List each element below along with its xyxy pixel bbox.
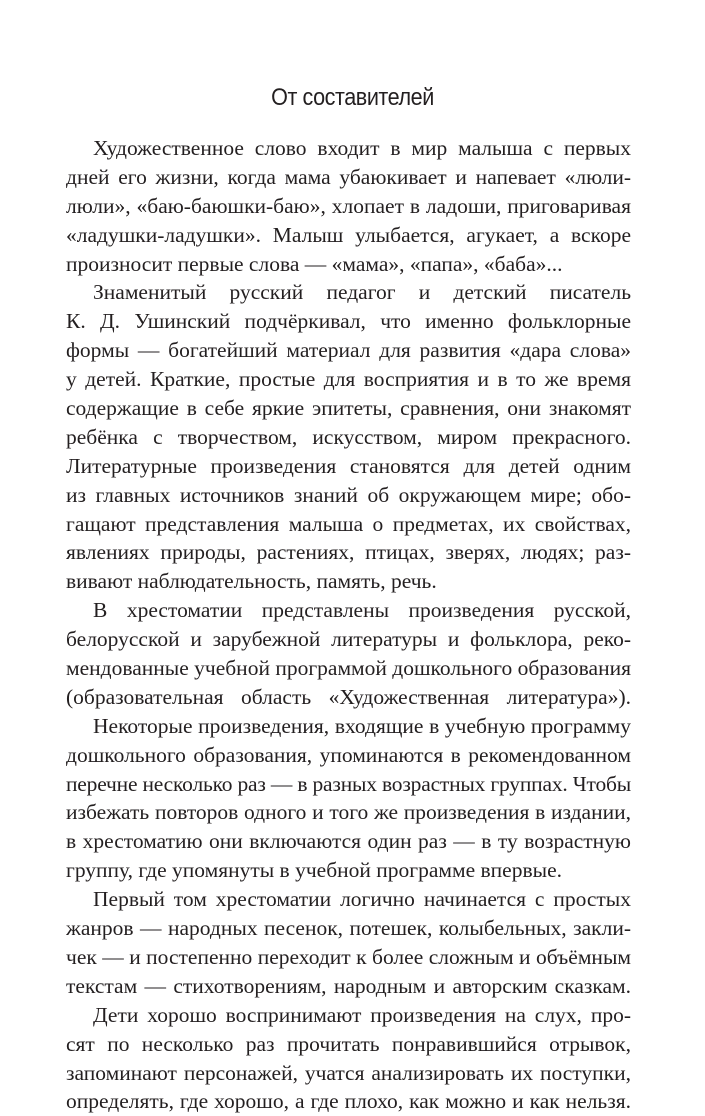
text-line: белорусской и зарубежной литературы и фольклора, реко- — [66, 627, 631, 652]
text-line: чек — и постепенно переходит к более сложным и объёмным — [66, 944, 631, 969]
text-line: люли», «баю-баюшки-баю», хлопает в ладоши, приговаривая — [66, 193, 631, 218]
paragraph-first-line: В хрестоматии представлены произведения русской, — [93, 598, 631, 623]
paragraph-first-line: Художественное слово входит в мир малыша с первых — [93, 136, 631, 160]
text-line: из главных источников знаний об окружающем мире; обо- — [66, 482, 631, 507]
text-line: у детей. Краткие, простые для восприятия и в то же время — [66, 367, 631, 392]
paragraph-first-line: Первый том хрестоматии логично начинается с простых — [93, 887, 631, 912]
body-text — [66, 134, 631, 1116]
text-line: запоминают персонажей, учатся анализировать их поступки, — [66, 1060, 631, 1085]
text-line: дней его жизни, когда мама убаюкивает и напевает «люли- — [66, 164, 631, 189]
text-line: жанров — народных песенок, потешек, колыбельных, закли- — [66, 916, 631, 941]
text-line: (образовательная область «Художественная литература»). — [66, 684, 631, 709]
text-line: содержащие в себе яркие эпитеты, сравнения, они знакомят — [66, 396, 631, 421]
paragraph-first-line: Дети хорошо воспринимают произведения на слух, про- — [93, 1002, 631, 1027]
text-line: явлениях природы, растениях, птицах, зверях, людях; раз- — [66, 540, 631, 565]
page-title: От составителей — [271, 84, 434, 111]
text-line: Литературные произведения становятся для детей одним — [66, 453, 631, 478]
paragraph-first-line: Знаменитый русский педагог и детский писатель — [93, 280, 631, 305]
text-line: гащают представления малыша о предметах, их свойствах, — [66, 511, 631, 536]
text-line: сят по несколько раз прочитать понравившийся отрывок, — [66, 1031, 631, 1056]
text-line: «ладушки-ладушки». Малыш улыбается, агукает, а вскоре — [66, 222, 631, 247]
text-line: дошкольного образования, упоминаются в рекомендованном — [66, 742, 631, 767]
text-line: произносит первые слова — «мама», «папа», «баба»... — [66, 251, 563, 276]
text-line: группу, где упомянуты в учебной программе впервые. — [66, 858, 562, 883]
text-line: в хрестоматию они включаются один раз — в ту возрастную — [66, 829, 631, 854]
text-line: избежать повторов одного и того же произведения в издании, — [66, 800, 631, 825]
text-line: вивают наблюдательность, память, речь. — [66, 569, 437, 594]
text-line: перечне несколько раз — в разных возрастных группах. Чтобы — [66, 771, 631, 796]
text-line: К. Д. Ушинский подчёркивал, что именно фольклорные — [66, 309, 631, 334]
text-line: текстам — стихотворениям, народным и авторским сказкам. — [66, 973, 631, 998]
paragraph-first-line: Некоторые произведения, входящие в учебную программу — [93, 713, 631, 738]
text-line: ребёнка с творчеством, искусством, миром прекрасного. — [66, 424, 631, 449]
text-line: мендованные учебной программой дошкольного образования — [66, 656, 631, 681]
text-line: формы — богатейший материал для развития «дара слова» — [66, 338, 631, 363]
text-line: определять, где хорошо, а где плохо, как можно и как нельзя. — [66, 1089, 631, 1114]
